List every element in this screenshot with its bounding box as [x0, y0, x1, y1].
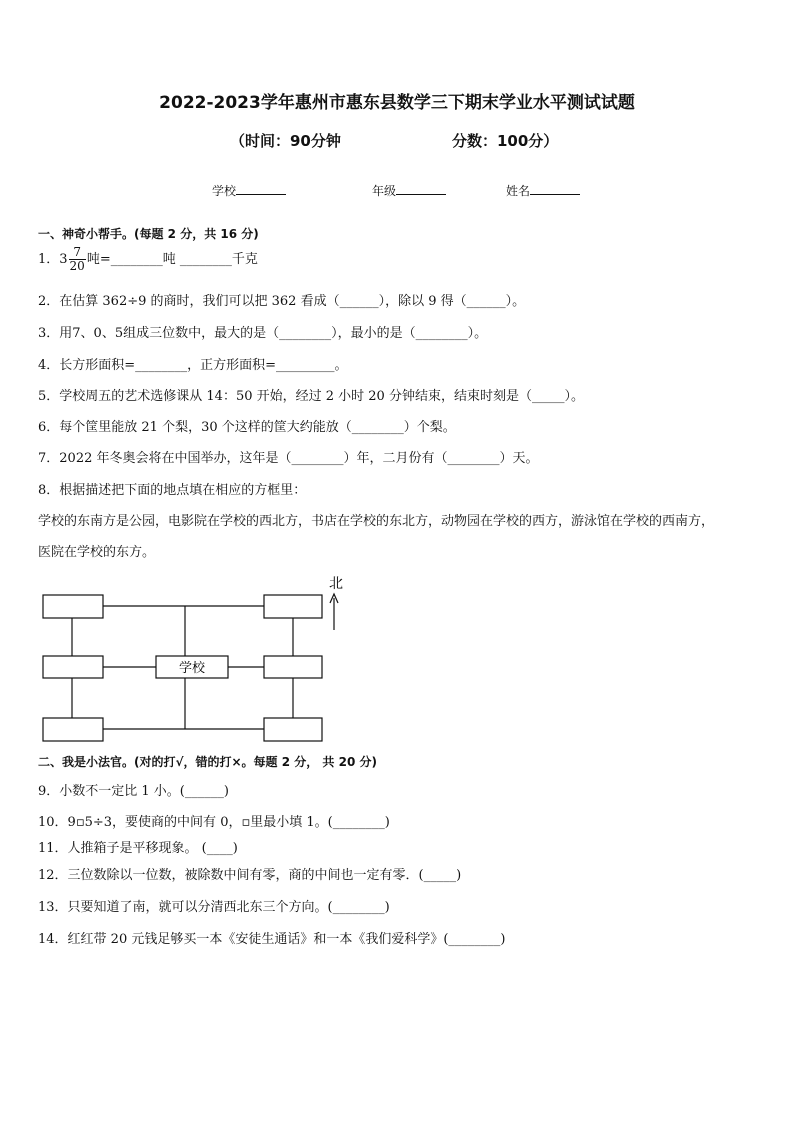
school-label: 学校 [212, 184, 237, 198]
exam-score: 分数：100分） [452, 132, 559, 150]
question-11: 11．人推箱子是平移现象。 (____) [38, 841, 238, 856]
name-blank[interactable] [530, 182, 580, 195]
page-title: 2022-2023学年惠州市惠东县数学三下期末学业水平测试试题 [159, 93, 635, 113]
q1-numerator: 7 [69, 246, 86, 260]
question-1 [38, 246, 258, 273]
question-8-description-line1: 学校的东南方是公园，电影院在学校的西北方，书店在学校的东北方，动物园在学校的西方，游泳馆在学校的西南方， [38, 514, 715, 529]
question-5: 5．学校周五的艺术选修课从 14：50 开始，经过 2 小时 20 分钟结束，结束时刻是（_____）。 [38, 389, 584, 404]
name-field [506, 182, 580, 199]
north-label: 北 [329, 576, 343, 592]
exam-time: （时间：90分钟 [230, 132, 341, 150]
question-10: 10．9▫5÷3，要使商的中间有 0，▫里最小填 1。(________) [38, 815, 390, 830]
question-14: 14．红红带 20 元钱足够买一本《安徒生通话》和一本《我们爱科学》(________) [38, 932, 506, 947]
question-3: 3．用7、0、5组成三位数中，最大的是（________），最小的是（________）。 [38, 326, 488, 341]
question-8: 8．根据描述把下面的地点填在相应的方框里： [38, 483, 307, 498]
q1-prefix: 1．3 [38, 252, 68, 267]
question-4: 4．长方形面积=________，正方形面积=_________。 [38, 358, 348, 373]
q1-denominator: 20 [69, 259, 85, 273]
box-southeast [264, 718, 322, 741]
question-13: 13．只要知道了南，就可以分清西北东三个方向。(________) [38, 900, 390, 915]
direction-diagram [0, 570, 794, 750]
school-field [212, 182, 286, 199]
school-blank[interactable] [236, 182, 286, 195]
question-12: 12．三位数除以一位数，被除数中间有零，商的中间也一定有零．(_____) [38, 868, 462, 883]
box-southwest [43, 718, 103, 741]
box-northwest [43, 595, 103, 618]
question-6: 6．每个筐里能放 21 个梨，30 个这样的筐大约能放（________）个梨。 [38, 420, 456, 435]
school-box-label: 学校 [178, 661, 206, 676]
section2-heading: 二、我是小法官。(对的打√，错的打×。每题 2 分， 共 20 分) [38, 755, 377, 769]
box-east [264, 656, 322, 678]
box-west [43, 656, 103, 678]
question-9: 9．小数不一定比 1 小。(______) [38, 784, 229, 799]
q1-fraction [69, 246, 86, 273]
question-7: 7．2022 年冬奥会将在中国举办，这年是（________）年，二月份有（________）天。 [38, 451, 539, 466]
question-8-description-line2: 医院在学校的东方。 [38, 545, 156, 560]
grade-blank[interactable] [396, 182, 446, 195]
grade-label: 年级 [372, 184, 397, 198]
grade-field [372, 182, 446, 199]
question-2: 2．在估算 362÷9 的商时，我们可以把 362 看成（______），除以 9 得（______）。 [38, 294, 526, 309]
box-northeast [264, 595, 322, 618]
q1-rest: 吨=________吨 ________千克 [86, 252, 258, 267]
name-label: 姓名 [506, 184, 531, 198]
section1-heading: 一、神奇小帮手。(每题 2 分，共 16 分) [38, 227, 259, 241]
